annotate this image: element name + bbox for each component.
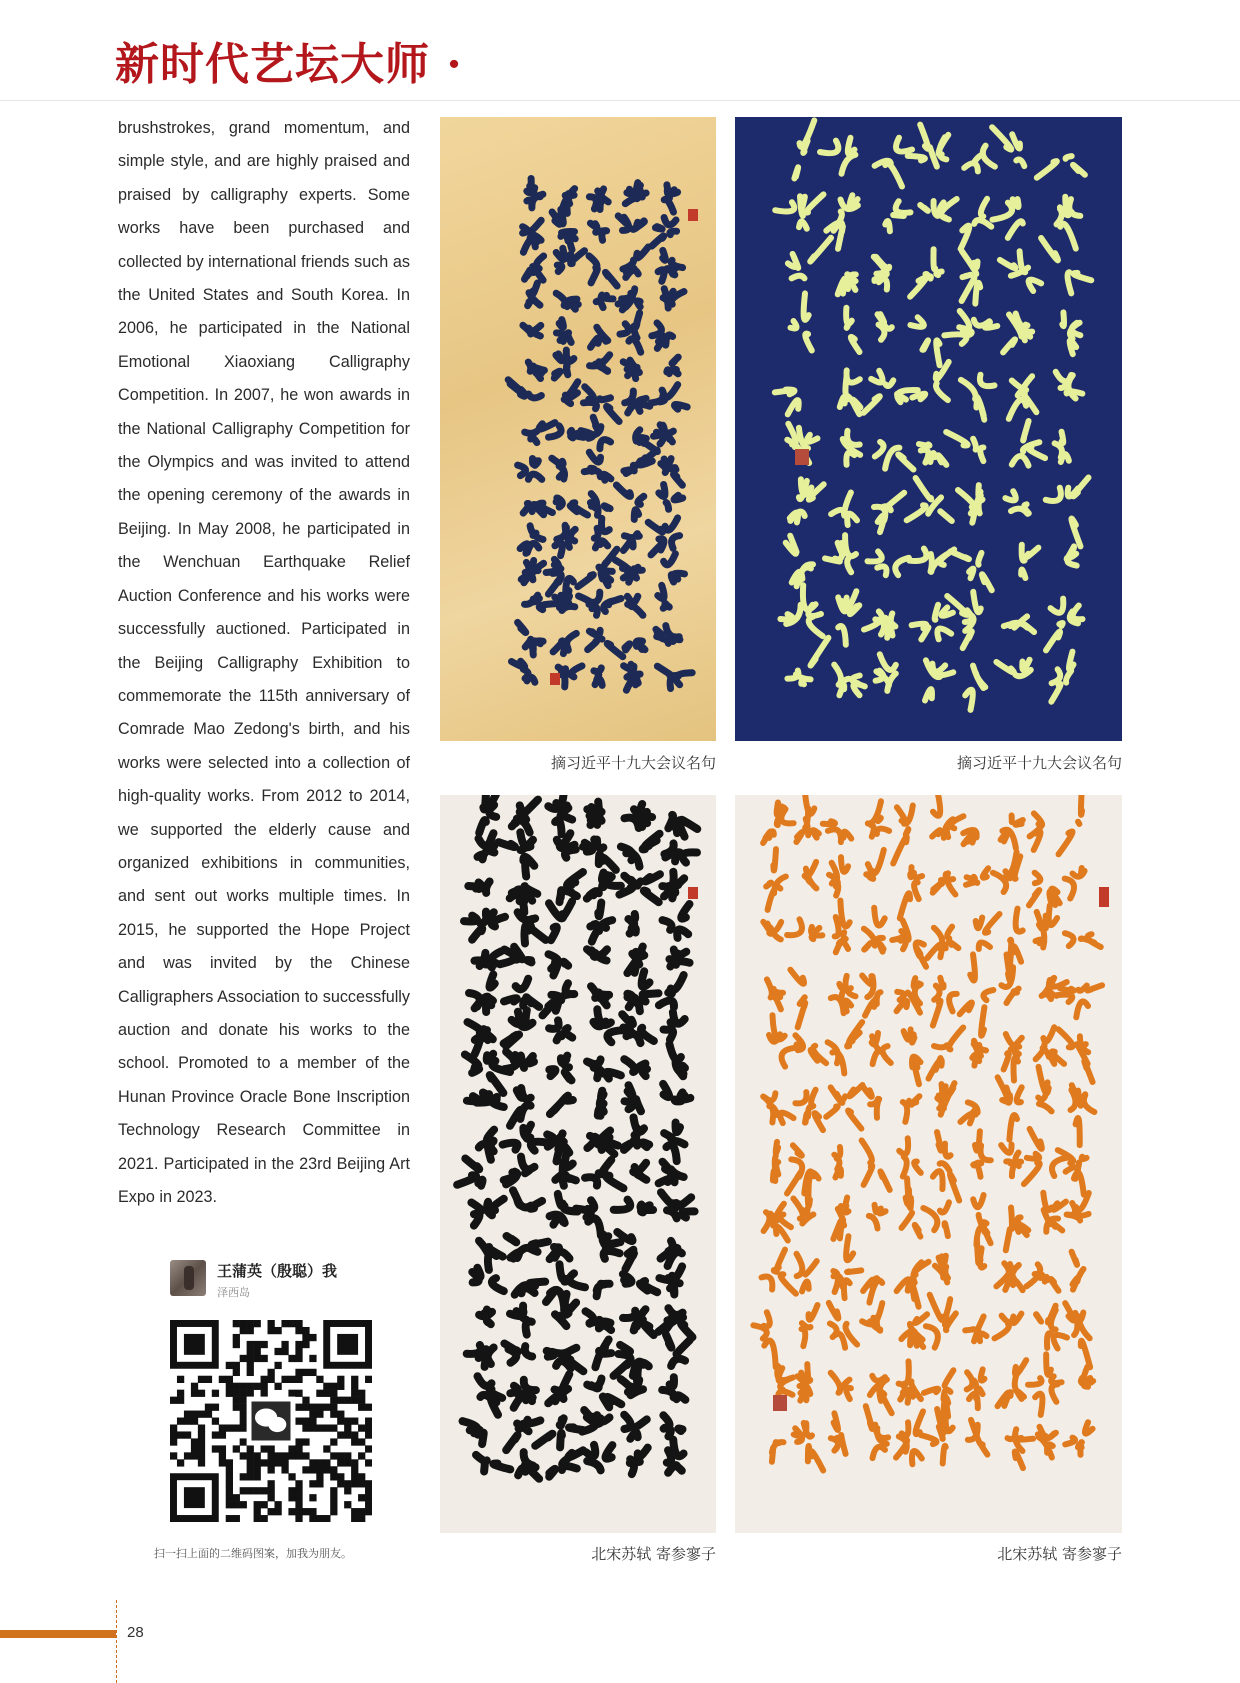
calligraphy-artwork-4	[735, 795, 1122, 1533]
artwork-caption: 摘习近平十九大会议名句	[550, 754, 716, 772]
header-divider	[0, 100, 1240, 101]
contact-region: 泽西岛	[217, 1286, 250, 1299]
calligraphy-strokes-2	[735, 117, 1122, 741]
artwork-caption: 北宋苏轼 寄参寥子	[997, 1545, 1122, 1563]
page-title: 新时代艺坛大师 ·	[115, 39, 463, 90]
calligraphy-artwork-1	[440, 117, 716, 741]
calligraphy-strokes-3	[440, 795, 716, 1533]
artwork-caption: 北宋苏轼 寄参寥子	[591, 1545, 716, 1563]
calligraphy-artwork-2	[735, 117, 1122, 741]
qr-code-pattern	[170, 1320, 372, 1522]
page-number: 28	[127, 1624, 144, 1641]
wechat-qr-code[interactable]	[170, 1320, 372, 1522]
calligraphy-strokes-1	[440, 117, 716, 741]
calligraphy-strokes-4	[735, 795, 1122, 1533]
wechat-contact-card	[170, 1260, 440, 1304]
calligraphy-artwork-3	[440, 795, 716, 1533]
qr-caption: 扫一扫上面的二维码图案，加我为朋友。	[154, 1547, 352, 1560]
contact-name: 王蒲英（殷聪）我	[217, 1262, 338, 1280]
footer-accent-bar	[0, 1630, 116, 1638]
article-body: brushstrokes, grand momentum, and simple style, and are highly praised and praised by calligraphy experts. Some works have been purchased and collected by international friends such as the United States and South Korea. In 2006, he participated in the National Emotional Xiaoxiang Calligraphy Competition. In 2007, he won awards in the National Calligraphy Competition for the Olympics and was invited to attend the opening ceremony of the awards in Beijing. In May 2008, he participated in the Wenchuan Earthquake Relief Auction Conference and his works were successfully auctioned. Participated in the Beijing Calligraphy Exhibition to commemorate the 115th anniversary of Comrade Mao Zedong's birth, and his works were selected into a collection of high-quality works. From 2012 to 2014, we supported the elderly cause and organized exhibitions in communities, and sent out works multiple times. In 2015, he supported the Hope Project and was invited by the Chinese Calligraphers Association to successfully auction and donate his works to the school. Promoted to a member of the Hunan Province Oracle Bone Inscription Technology Research Committee in 2021. Participated in the 23rd Beijing Art Expo in 2023.	[118, 119, 410, 1206]
artwork-caption: 摘习近平十九大会议名句	[956, 754, 1122, 772]
footer-divider	[116, 1600, 117, 1683]
avatar	[170, 1260, 206, 1296]
